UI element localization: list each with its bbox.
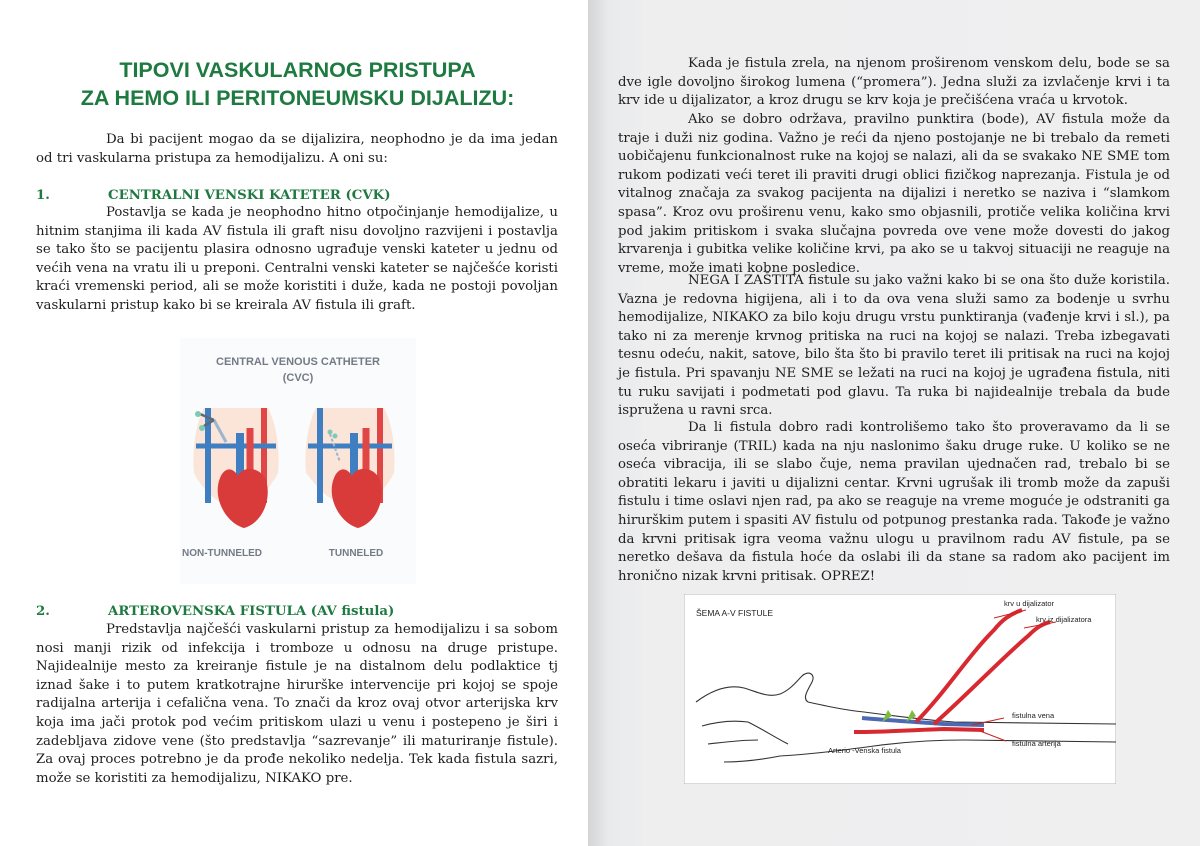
section-1-paragraph xyxy=(36,204,558,316)
page-title xyxy=(40,56,555,112)
label-fistula-vein: fistulna vena xyxy=(1012,711,1055,720)
non-tunneled-label: NON-TUNNELED xyxy=(182,548,262,559)
section-2-title: ARTEROVENSKA FISTULA (AV fistula) xyxy=(108,604,395,619)
label-av-fistula: Arterio -Venska fistula xyxy=(828,746,901,755)
label-blood-to-dialyzer: krv u dijalizator xyxy=(1004,599,1055,608)
av-fistula-diagram xyxy=(684,594,1116,784)
right-paragraph-3 xyxy=(618,272,1170,421)
section-1-title: CENTRALNI VENSKI KATETER (CVK) xyxy=(108,188,391,203)
right-paragraph-2 xyxy=(618,111,1170,278)
title-line-2: ZA HEMO ILI PERITONEUMSKU DIJALIZU: xyxy=(80,86,515,110)
intro-paragraph xyxy=(36,131,558,168)
section-2-paragraph xyxy=(36,621,558,788)
right-page xyxy=(588,0,1200,846)
intro-text: Da bi pacijent mogao da se dijalizira, neophodno je da ima jedan od tri vaskularna pristupa za hemodijalizu. A oni su: xyxy=(36,132,558,166)
right-paragraph-1 xyxy=(618,55,1170,111)
section-2-heading xyxy=(36,603,394,621)
cvc-illustration xyxy=(180,338,416,584)
cvc-title-line-1: CENTRAL VENOUS CATHETER xyxy=(216,356,380,368)
diagram-title: ŠEMA A-V FISTULE xyxy=(696,608,773,618)
tunneled-label: TUNNELED xyxy=(328,548,384,559)
section-2-number: 2. xyxy=(36,604,50,619)
title-line-1: TIPOVI VASKULARNOG PRISTUPA xyxy=(119,58,476,82)
right-paragraph-4 xyxy=(618,419,1170,586)
left-page xyxy=(0,0,588,846)
section-1-number: 1. xyxy=(36,188,50,203)
right-paragraph-3-text: NEGA I ZAŠTITA fistule su jako važni kako bi se ona što duže koristila. Vazna je redovna higijena, ali i to da ova vena služi samo za bodenje u svrhu hemodijalize, NIKAKO za bilo koju drugu vrstu punktiranja (vađenje krvi i sl.), pa tako ni za merenje krvnog pritiska na ruci na kojoj se nalazi. Treba izbegavati tesnu odeću, nakit, satove, bilo šta što bi pravilo teret ili pritisak na ruci na kojoj je fistula. Pri spavanju NE SME se ležati na ruci na kojoj je ugrađena fistula, niti tu ruku savijati i podmetati pod glavu. Ta ruka bi najidealnije trebala da bude ispružena u ravni srca. xyxy=(618,273,1170,419)
section-1-heading xyxy=(36,187,391,205)
right-paragraph-2-text: Ako se dobro održava, pravilno punktira (bode), AV fistula može da traje i duži niz godina. Važno je reći da njeno postojanje ne bi trebalo da remeti uobičajenu funkcionalnost ruke na kojoj se nalazi, ali da se svakako NE SME tom rukom podizati veći teret ili praviti drugi oblici fizičkog naprezanja. Fistula je od vitalnog značaja za svakog pacijenta na dijalizi i neretko se naziva i “slamkom spasa”. Kroz ovu proširenu venu, kako smo objasnili, protiče velika količina krvi pod jakim pritiskom i svaka slučajna povreda ove vene može dovesti do jakog krvarenja i gubitka velike količine krvi, pa ako se u takvoj situaciji ne reaguje na vreme, može imati kobne posledice. xyxy=(618,112,1170,276)
right-paragraph-4-text: Da li fistula dobro radi kontrolišemo tako što proveravamo da li se oseća vibriranje (TRIL) kada na nju naslonimo šaku druge ruke. U koliko se ne oseća vibracija, ili se slabo čuje, nema pravilan ujednačen rad, trebalo bi se obratiti lekaru i javiti u dijalizni centar. Krvni ugrušak ili tromb može da zapuši fistulu i time oslavi njen rad, pa ako se reaguje na vreme moguće je odstraniti ga hirurškim putem i spasiti AV fistulu od potpunog prestanka rada. Takođe je važno da krvni pritisak igra veoma važnu ulogu u pravilnom radu AV fistule, pa se neretko dešava da fistula hoće da oslabi ili da stane sa radom ako pacijent im hronično nizak krvni pritisak. OPREZ! xyxy=(618,420,1170,584)
cvc-title-line-2: (CVC) xyxy=(282,372,314,384)
section-1-text: Postavlja se kada je neophodno hitno otpočinjanje hemodijalize, u hitnim stanjima ili kada AV fistula ili graft nisu dovoljno razvijeni i postavlja se tako što se pacijentu plasira odnosno ugrađuje venski kateter u jednu od većih vena na vratu ili u preponi. Centralni venski kateter se najčešće koristi kraći vremenski period, ali se može koristiti i duže, kada ne postoji povoljan vaskularni pristup kako bi se kreirala AV fistula ili graft. xyxy=(36,205,558,313)
right-paragraph-1-text: Kada je fistula zrela, na njenom proširenom venskom delu, bode se sa dve igle dovoljno širokog lumena (“promera”). Jedna služi za izvlačenje krvi i ta krv ide u dijalizator, a kroz drugu se krv koja je prečišćena vraća u krvotok. xyxy=(618,56,1170,109)
label-fistula-artery: fistulna arterija xyxy=(1012,739,1061,748)
section-2-text: Predstavlja najčešći vaskularni pristup za hemodijalizu i sa sobom nosi manji rizik od infekcija i tromboze u odnosu na druge pristupe. Najidealnije mesto za kreiranje fistule je na distalnom delu podlaktice tj iznad šake i to putem kratkotrajne hirurške intervencije pri kojoj se spoje radijalna arterija i cefalična vena. To znači da kroz ovaj otvor arterijska krv koja ima jači protok pod većim pritiskom ulazi u venu i postepeno je širi i zadebljava zidove vene (što predstavlja “sazrevanje” ili maturiranje fistule). Za ovaj proces potrebno je da prođe nekoliko nedelja. Tek kada fistula sazri, može se koristiti za hemodijalizu, NIKAKO pre. xyxy=(36,622,558,786)
label-blood-from-dialyzer: krv iz dijalizatora xyxy=(1036,615,1092,624)
